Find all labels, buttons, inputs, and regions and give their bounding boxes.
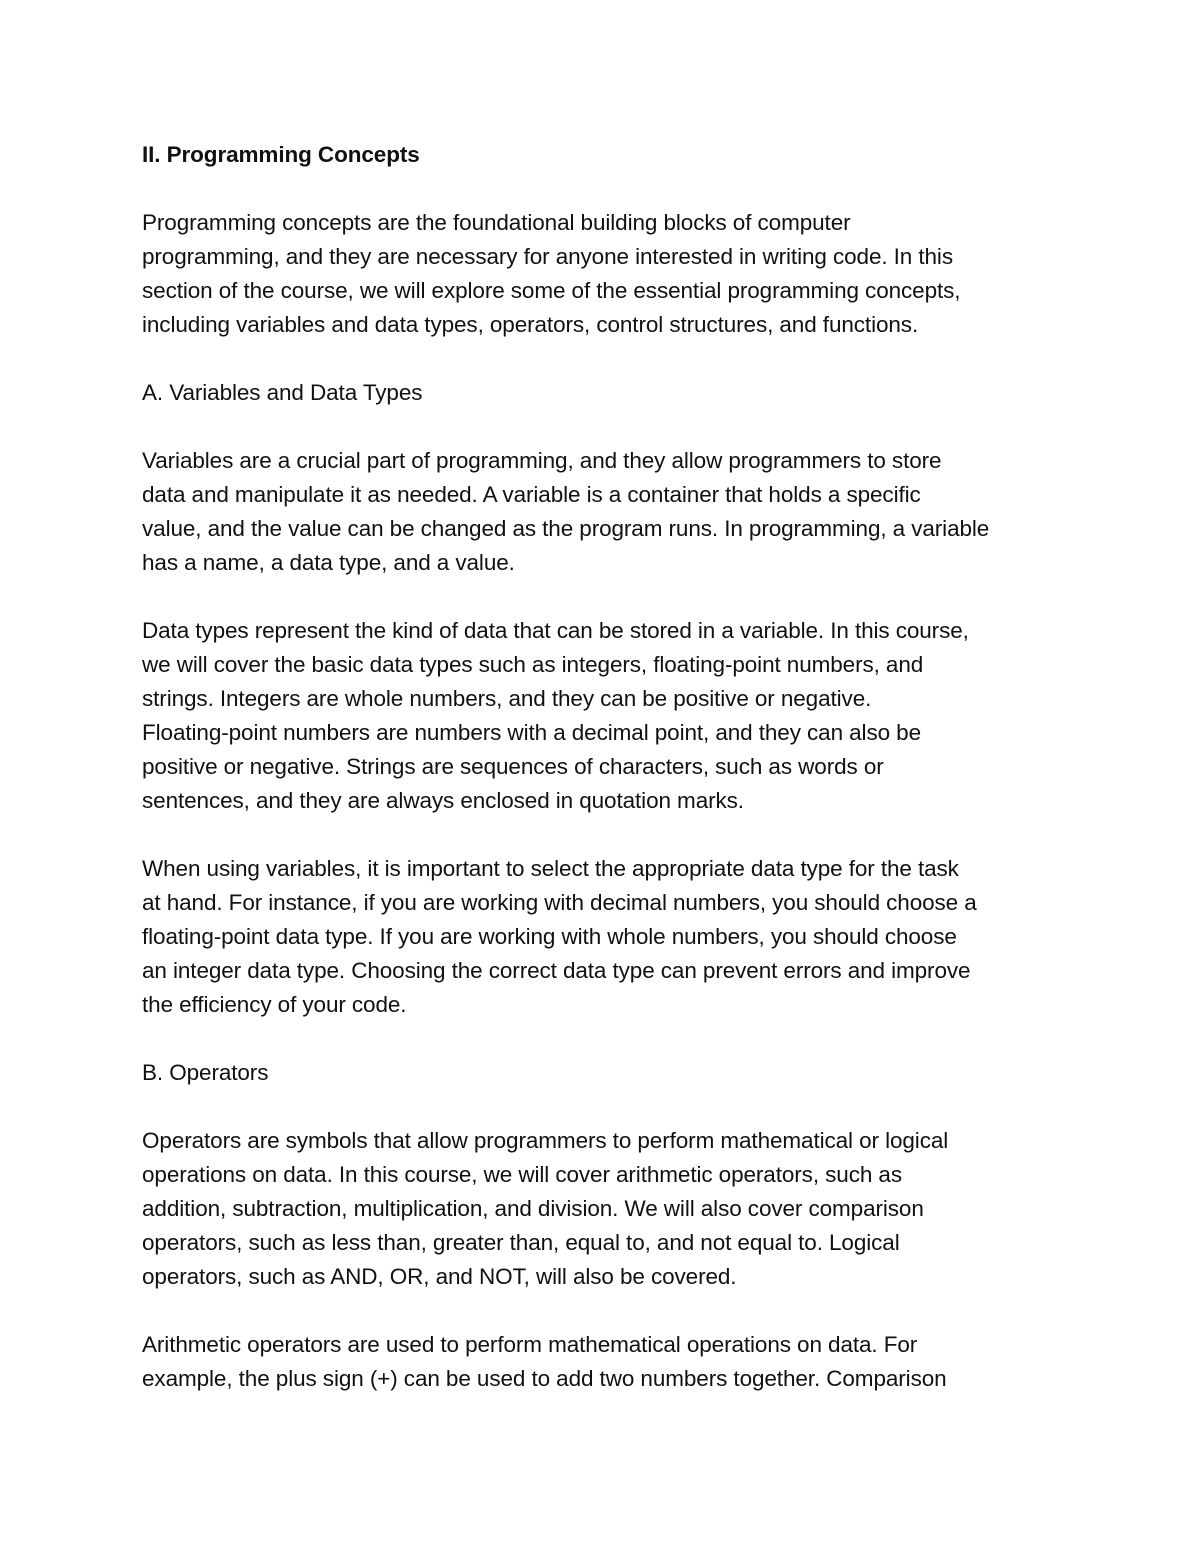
operators-paragraph-2 [142,1328,1082,1396]
text-line: has a name, a data type, and a value. [142,550,515,575]
text-line: the efficiency of your code. [142,992,407,1017]
text-line: value, and the value can be changed as the program runs. In programming, a variable [142,516,990,541]
text-line: Operators are symbols that allow programmers to perform mathematical or logical [142,1128,949,1153]
variables-paragraph-3 [142,852,1082,1022]
text-line: Floating-point numbers are numbers with a decimal point, and they can also be [142,720,921,745]
text-line: data and manipulate it as needed. A variable is a container that holds a specific [142,482,921,507]
variables-paragraph-2 [142,614,1082,818]
text-line: strings. Integers are whole numbers, and they can be positive or negative. [142,686,872,711]
text-line: addition, subtraction, multiplication, and division. We will also cover comparison [142,1196,924,1221]
text-line: sentences, and they are always enclosed in quotation marks. [142,788,744,813]
intro-paragraph [142,206,1082,342]
text-line: we will cover the basic data types such as integers, floating-point numbers, and [142,652,924,677]
section-heading-operators: B. Operators [142,1060,269,1085]
text-line: section of the course, we will explore some of the essential programming concepts, [142,278,961,303]
text-line: example, the plus sign (+) can be used to add two numbers together. Comparison [142,1366,947,1391]
text-line: When using variables, it is important to select the appropriate data type for the task [142,856,959,881]
text-line: operators, such as AND, OR, and NOT, will also be covered. [142,1264,737,1289]
document-body [142,138,1082,1430]
text-line: operators, such as less than, greater than, equal to, and not equal to. Logical [142,1230,900,1255]
text-line: Data types represent the kind of data that can be stored in a variable. In this course, [142,618,969,643]
operators-paragraph-1 [142,1124,1082,1294]
text-line: operations on data. In this course, we will cover arithmetic operators, such as [142,1162,902,1187]
text-line: floating-point data type. If you are working with whole numbers, you should choose [142,924,957,949]
text-line: including variables and data types, operators, control structures, and functions. [142,312,919,337]
text-line: Variables are a crucial part of programming, and they allow programmers to store [142,448,942,473]
text-line: Arithmetic operators are used to perform mathematical operations on data. For [142,1332,918,1357]
section-heading-variables: A. Variables and Data Types [142,380,423,405]
text-line: programming, and they are necessary for anyone interested in writing code. In this [142,244,953,269]
text-line: at hand. For instance, if you are working with decimal numbers, you should choose a [142,890,977,915]
page-title: II. Programming Concepts [142,142,420,167]
text-line: positive or negative. Strings are sequences of characters, such as words or [142,754,884,779]
text-line: Programming concepts are the foundational building blocks of computer [142,210,851,235]
text-line: an integer data type. Choosing the correct data type can prevent errors and improve [142,958,971,983]
variables-paragraph-1 [142,444,1082,580]
